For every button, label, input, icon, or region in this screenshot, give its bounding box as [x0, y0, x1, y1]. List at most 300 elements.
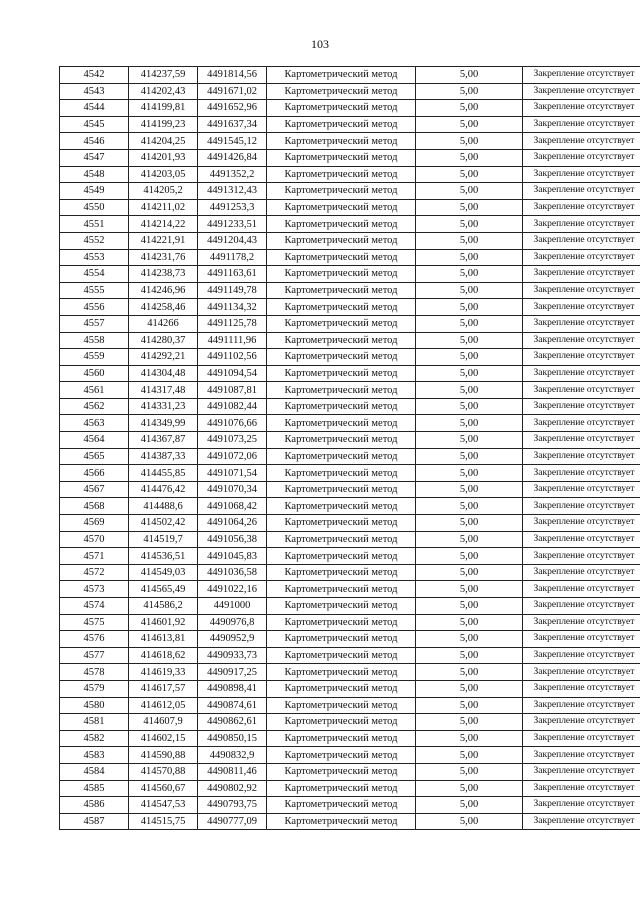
accuracy-cell: 5,00 — [416, 282, 523, 299]
coordinates-table-body — [60, 67, 640, 830]
point-number-cell: 4563 — [60, 415, 129, 432]
fixation-cell: Закрепление отсутствует — [523, 116, 640, 133]
y-coordinate-cell: 4491637,34 — [198, 116, 267, 133]
fixation-cell: Закрепление отсутствует — [523, 664, 640, 681]
accuracy-cell: 5,00 — [416, 564, 523, 581]
accuracy-cell: 5,00 — [416, 515, 523, 532]
table-row — [60, 763, 640, 780]
x-coordinate-cell: 414214,22 — [129, 216, 198, 233]
x-coordinate-cell: 414317,48 — [129, 382, 198, 399]
fixation-cell: Закрепление отсутствует — [523, 614, 640, 631]
fixation-cell: Закрепление отсутствует — [523, 797, 640, 814]
fixation-cell: Закрепление отсутствует — [523, 548, 640, 565]
point-number-cell: 4551 — [60, 216, 129, 233]
point-number-cell: 4557 — [60, 315, 129, 332]
x-coordinate-cell: 414565,49 — [129, 581, 198, 598]
y-coordinate-cell: 4491149,78 — [198, 282, 267, 299]
method-cell: Картометрический метод — [267, 780, 416, 797]
accuracy-cell: 5,00 — [416, 548, 523, 565]
x-coordinate-cell: 414613,81 — [129, 631, 198, 648]
accuracy-cell: 5,00 — [416, 763, 523, 780]
method-cell: Картометрический метод — [267, 647, 416, 664]
x-coordinate-cell: 414601,92 — [129, 614, 198, 631]
point-number-cell: 4552 — [60, 232, 129, 249]
accuracy-cell: 5,00 — [416, 465, 523, 482]
table-row — [60, 349, 640, 366]
point-number-cell: 4558 — [60, 332, 129, 349]
accuracy-cell: 5,00 — [416, 332, 523, 349]
point-number-cell: 4576 — [60, 631, 129, 648]
table-row — [60, 515, 640, 532]
y-coordinate-cell: 4490802,92 — [198, 780, 267, 797]
point-number-cell: 4549 — [60, 183, 129, 200]
x-coordinate-cell: 414292,21 — [129, 349, 198, 366]
x-coordinate-cell: 414488,6 — [129, 498, 198, 515]
x-coordinate-cell: 414619,33 — [129, 664, 198, 681]
fixation-cell: Закрепление отсутствует — [523, 398, 640, 415]
x-coordinate-cell: 414367,87 — [129, 432, 198, 449]
y-coordinate-cell: 4491111,96 — [198, 332, 267, 349]
method-cell: Картометрический метод — [267, 581, 416, 598]
y-coordinate-cell: 4491134,32 — [198, 299, 267, 316]
x-coordinate-cell: 414549,03 — [129, 564, 198, 581]
x-coordinate-cell: 414618,62 — [129, 647, 198, 664]
point-number-cell: 4555 — [60, 282, 129, 299]
fixation-cell: Закрепление отсутствует — [523, 763, 640, 780]
accuracy-cell: 5,00 — [416, 183, 523, 200]
y-coordinate-cell: 4491102,56 — [198, 349, 267, 366]
method-cell: Картометрический метод — [267, 465, 416, 482]
method-cell: Картометрический метод — [267, 481, 416, 498]
x-coordinate-cell: 414237,59 — [129, 67, 198, 84]
x-coordinate-cell: 414349,99 — [129, 415, 198, 432]
point-number-cell: 4545 — [60, 116, 129, 133]
table-row — [60, 714, 640, 731]
accuracy-cell: 5,00 — [416, 133, 523, 150]
y-coordinate-cell: 4491352,2 — [198, 166, 267, 183]
y-coordinate-cell: 4491056,38 — [198, 531, 267, 548]
fixation-cell: Закрепление отсутствует — [523, 365, 640, 382]
table-row — [60, 216, 640, 233]
y-coordinate-cell: 4491426,84 — [198, 149, 267, 166]
fixation-cell: Закрепление отсутствует — [523, 647, 640, 664]
accuracy-cell: 5,00 — [416, 315, 523, 332]
fixation-cell: Закрепление отсутствует — [523, 813, 640, 830]
point-number-cell: 4565 — [60, 448, 129, 465]
y-coordinate-cell: 4490874,61 — [198, 697, 267, 714]
fixation-cell: Закрепление отсутствует — [523, 415, 640, 432]
y-coordinate-cell: 4491094,54 — [198, 365, 267, 382]
y-coordinate-cell: 4491071,54 — [198, 465, 267, 482]
fixation-cell: Закрепление отсутствует — [523, 67, 640, 84]
point-number-cell: 4550 — [60, 199, 129, 216]
table-row — [60, 415, 640, 432]
y-coordinate-cell: 4491233,51 — [198, 216, 267, 233]
x-coordinate-cell: 414199,81 — [129, 100, 198, 117]
fixation-cell: Закрепление отсутствует — [523, 282, 640, 299]
x-coordinate-cell: 414199,23 — [129, 116, 198, 133]
table-row — [60, 614, 640, 631]
fixation-cell: Закрепление отсутствует — [523, 133, 640, 150]
y-coordinate-cell: 4491671,02 — [198, 83, 267, 100]
y-coordinate-cell: 4491000 — [198, 598, 267, 615]
accuracy-cell: 5,00 — [416, 797, 523, 814]
fixation-cell: Закрепление отсутствует — [523, 166, 640, 183]
fixation-cell: Закрепление отсутствует — [523, 498, 640, 515]
method-cell: Картометрический метод — [267, 282, 416, 299]
x-coordinate-cell: 414231,76 — [129, 249, 198, 266]
table-row — [60, 432, 640, 449]
accuracy-cell: 5,00 — [416, 647, 523, 664]
table-row — [60, 133, 640, 150]
y-coordinate-cell: 4491814,56 — [198, 67, 267, 84]
x-coordinate-cell: 414455,85 — [129, 465, 198, 482]
y-coordinate-cell: 4491545,12 — [198, 133, 267, 150]
x-coordinate-cell: 414536,51 — [129, 548, 198, 565]
method-cell: Картометрический метод — [267, 299, 416, 316]
y-coordinate-cell: 4490862,61 — [198, 714, 267, 731]
accuracy-cell: 5,00 — [416, 481, 523, 498]
method-cell: Картометрический метод — [267, 432, 416, 449]
fixation-cell: Закрепление отсутствует — [523, 332, 640, 349]
y-coordinate-cell: 4490933,73 — [198, 647, 267, 664]
table-row — [60, 581, 640, 598]
table-row — [60, 631, 640, 648]
table-row — [60, 67, 640, 84]
point-number-cell: 4582 — [60, 730, 129, 747]
method-cell: Картометрический метод — [267, 116, 416, 133]
fixation-cell: Закрепление отсутствует — [523, 232, 640, 249]
x-coordinate-cell: 414331,23 — [129, 398, 198, 415]
method-cell: Картометрический метод — [267, 133, 416, 150]
point-number-cell: 4543 — [60, 83, 129, 100]
x-coordinate-cell: 414202,43 — [129, 83, 198, 100]
fixation-cell: Закрепление отсутствует — [523, 631, 640, 648]
table-row — [60, 564, 640, 581]
y-coordinate-cell: 4490811,46 — [198, 763, 267, 780]
y-coordinate-cell: 4490976,8 — [198, 614, 267, 631]
table-row — [60, 747, 640, 764]
y-coordinate-cell: 4491064,26 — [198, 515, 267, 532]
method-cell: Картометрический метод — [267, 100, 416, 117]
x-coordinate-cell: 414246,96 — [129, 282, 198, 299]
accuracy-cell: 5,00 — [416, 266, 523, 283]
point-number-cell: 4570 — [60, 531, 129, 548]
y-coordinate-cell: 4490917,25 — [198, 664, 267, 681]
y-coordinate-cell: 4491253,3 — [198, 199, 267, 216]
x-coordinate-cell: 414204,25 — [129, 133, 198, 150]
coordinates-table — [59, 66, 640, 830]
point-number-cell: 4564 — [60, 432, 129, 449]
point-number-cell: 4579 — [60, 680, 129, 697]
point-number-cell: 4572 — [60, 564, 129, 581]
y-coordinate-cell: 4490898,41 — [198, 680, 267, 697]
method-cell: Картометрический метод — [267, 382, 416, 399]
x-coordinate-cell: 414203,05 — [129, 166, 198, 183]
table-row — [60, 780, 640, 797]
accuracy-cell: 5,00 — [416, 116, 523, 133]
method-cell: Картометрический метод — [267, 332, 416, 349]
fixation-cell: Закрепление отсутствует — [523, 266, 640, 283]
table-row — [60, 266, 640, 283]
method-cell: Картометрический метод — [267, 83, 416, 100]
point-number-cell: 4578 — [60, 664, 129, 681]
table-row — [60, 697, 640, 714]
point-number-cell: 4580 — [60, 697, 129, 714]
point-number-cell: 4585 — [60, 780, 129, 797]
table-row — [60, 282, 640, 299]
page-number: 103 — [311, 37, 329, 51]
fixation-cell: Закрепление отсутствует — [523, 730, 640, 747]
table-row — [60, 315, 640, 332]
fixation-cell: Закрепление отсутствует — [523, 697, 640, 714]
fixation-cell: Закрепление отсутствует — [523, 465, 640, 482]
table-row — [60, 730, 640, 747]
accuracy-cell: 5,00 — [416, 448, 523, 465]
x-coordinate-cell: 414607,9 — [129, 714, 198, 731]
x-coordinate-cell: 414205,2 — [129, 183, 198, 200]
table-row — [60, 465, 640, 482]
x-coordinate-cell: 414547,53 — [129, 797, 198, 814]
method-cell: Картометрический метод — [267, 232, 416, 249]
accuracy-cell: 5,00 — [416, 299, 523, 316]
table-row — [60, 498, 640, 515]
accuracy-cell: 5,00 — [416, 631, 523, 648]
y-coordinate-cell: 4491312,43 — [198, 183, 267, 200]
fixation-cell: Закрепление отсутствует — [523, 581, 640, 598]
table-row — [60, 299, 640, 316]
point-number-cell: 4560 — [60, 365, 129, 382]
fixation-cell: Закрепление отсутствует — [523, 382, 640, 399]
fixation-cell: Закрепление отсутствует — [523, 149, 640, 166]
table-row — [60, 249, 640, 266]
y-coordinate-cell: 4491082,44 — [198, 398, 267, 415]
y-coordinate-cell: 4490850,15 — [198, 730, 267, 747]
accuracy-cell: 5,00 — [416, 664, 523, 681]
fixation-cell: Закрепление отсутствует — [523, 183, 640, 200]
point-number-cell: 4584 — [60, 763, 129, 780]
table-row — [60, 382, 640, 399]
accuracy-cell: 5,00 — [416, 614, 523, 631]
y-coordinate-cell: 4491652,96 — [198, 100, 267, 117]
fixation-cell: Закрепление отсутствует — [523, 349, 640, 366]
x-coordinate-cell: 414586,2 — [129, 598, 198, 615]
y-coordinate-cell: 4491036,58 — [198, 564, 267, 581]
method-cell: Картометрический метод — [267, 266, 416, 283]
accuracy-cell: 5,00 — [416, 365, 523, 382]
method-cell: Картометрический метод — [267, 216, 416, 233]
accuracy-cell: 5,00 — [416, 415, 523, 432]
accuracy-cell: 5,00 — [416, 581, 523, 598]
point-number-cell: 4554 — [60, 266, 129, 283]
y-coordinate-cell: 4490952,9 — [198, 631, 267, 648]
x-coordinate-cell: 414612,05 — [129, 697, 198, 714]
x-coordinate-cell: 414280,37 — [129, 332, 198, 349]
y-coordinate-cell: 4491076,66 — [198, 415, 267, 432]
point-number-cell: 4566 — [60, 465, 129, 482]
method-cell: Картометрический метод — [267, 166, 416, 183]
method-cell: Картометрический метод — [267, 697, 416, 714]
point-number-cell: 4553 — [60, 249, 129, 266]
point-number-cell: 4577 — [60, 647, 129, 664]
method-cell: Картометрический метод — [267, 598, 416, 615]
point-number-cell: 4544 — [60, 100, 129, 117]
fixation-cell: Закрепление отсутствует — [523, 432, 640, 449]
fixation-cell: Закрепление отсутствует — [523, 315, 640, 332]
x-coordinate-cell: 414201,93 — [129, 149, 198, 166]
method-cell: Картометрический метод — [267, 498, 416, 515]
method-cell: Картометрический метод — [267, 564, 416, 581]
method-cell: Картометрический метод — [267, 747, 416, 764]
point-number-cell: 4574 — [60, 598, 129, 615]
accuracy-cell: 5,00 — [416, 432, 523, 449]
x-coordinate-cell: 414387,33 — [129, 448, 198, 465]
x-coordinate-cell: 414258,46 — [129, 299, 198, 316]
accuracy-cell: 5,00 — [416, 498, 523, 515]
accuracy-cell: 5,00 — [416, 730, 523, 747]
method-cell: Картометрический метод — [267, 67, 416, 84]
table-row — [60, 680, 640, 697]
point-number-cell: 4568 — [60, 498, 129, 515]
accuracy-cell: 5,00 — [416, 216, 523, 233]
table-row — [60, 398, 640, 415]
y-coordinate-cell: 4490832,9 — [198, 747, 267, 764]
fixation-cell: Закрепление отсутствует — [523, 714, 640, 731]
point-number-cell: 4548 — [60, 166, 129, 183]
point-number-cell: 4573 — [60, 581, 129, 598]
x-coordinate-cell: 414304,48 — [129, 365, 198, 382]
x-coordinate-cell: 414476,42 — [129, 481, 198, 498]
table-row — [60, 83, 640, 100]
y-coordinate-cell: 4491178,2 — [198, 249, 267, 266]
x-coordinate-cell: 414221,91 — [129, 232, 198, 249]
point-number-cell: 4561 — [60, 382, 129, 399]
fixation-cell: Закрепление отсутствует — [523, 515, 640, 532]
point-number-cell: 4581 — [60, 714, 129, 731]
table-row — [60, 531, 640, 548]
table-row — [60, 116, 640, 133]
method-cell: Картометрический метод — [267, 249, 416, 266]
fixation-cell: Закрепление отсутствует — [523, 780, 640, 797]
accuracy-cell: 5,00 — [416, 100, 523, 117]
y-coordinate-cell: 4491022,16 — [198, 581, 267, 598]
fixation-cell: Закрепление отсутствует — [523, 100, 640, 117]
accuracy-cell: 5,00 — [416, 83, 523, 100]
method-cell: Картометрический метод — [267, 149, 416, 166]
method-cell: Картометрический метод — [267, 730, 416, 747]
accuracy-cell: 5,00 — [416, 398, 523, 415]
accuracy-cell: 5,00 — [416, 67, 523, 84]
fixation-cell: Закрепление отсутствует — [523, 249, 640, 266]
point-number-cell: 4575 — [60, 614, 129, 631]
table-row — [60, 448, 640, 465]
point-number-cell: 4542 — [60, 67, 129, 84]
x-coordinate-cell: 414590,88 — [129, 747, 198, 764]
table-row — [60, 149, 640, 166]
accuracy-cell: 5,00 — [416, 249, 523, 266]
x-coordinate-cell: 414560,67 — [129, 780, 198, 797]
method-cell: Картометрический метод — [267, 315, 416, 332]
accuracy-cell: 5,00 — [416, 747, 523, 764]
fixation-cell: Закрепление отсутствует — [523, 481, 640, 498]
point-number-cell: 4569 — [60, 515, 129, 532]
accuracy-cell: 5,00 — [416, 149, 523, 166]
y-coordinate-cell: 4491073,25 — [198, 432, 267, 449]
accuracy-cell: 5,00 — [416, 382, 523, 399]
point-number-cell: 4562 — [60, 398, 129, 415]
table-row — [60, 365, 640, 382]
y-coordinate-cell: 4491204,43 — [198, 232, 267, 249]
table-row — [60, 199, 640, 216]
method-cell: Картометрический метод — [267, 680, 416, 697]
point-number-cell: 4571 — [60, 548, 129, 565]
method-cell: Картометрический метод — [267, 365, 416, 382]
y-coordinate-cell: 4491125,78 — [198, 315, 267, 332]
y-coordinate-cell: 4491072,06 — [198, 448, 267, 465]
x-coordinate-cell: 414502,42 — [129, 515, 198, 532]
y-coordinate-cell: 4491070,34 — [198, 481, 267, 498]
table-row — [60, 797, 640, 814]
x-coordinate-cell: 414211,02 — [129, 199, 198, 216]
table-row — [60, 232, 640, 249]
x-coordinate-cell: 414515,75 — [129, 813, 198, 830]
table-row — [60, 598, 640, 615]
method-cell: Картометрический метод — [267, 415, 416, 432]
y-coordinate-cell: 4491087,81 — [198, 382, 267, 399]
x-coordinate-cell: 414570,88 — [129, 763, 198, 780]
fixation-cell: Закрепление отсутствует — [523, 531, 640, 548]
table-row — [60, 166, 640, 183]
point-number-cell: 4547 — [60, 149, 129, 166]
x-coordinate-cell: 414519,7 — [129, 531, 198, 548]
y-coordinate-cell: 4490793,75 — [198, 797, 267, 814]
accuracy-cell: 5,00 — [416, 780, 523, 797]
method-cell: Картометрический метод — [267, 714, 416, 731]
fixation-cell: Закрепление отсутствует — [523, 598, 640, 615]
table-row — [60, 183, 640, 200]
x-coordinate-cell: 414617,57 — [129, 680, 198, 697]
fixation-cell: Закрепление отсутствует — [523, 448, 640, 465]
point-number-cell: 4583 — [60, 747, 129, 764]
point-number-cell: 4556 — [60, 299, 129, 316]
method-cell: Картометрический метод — [267, 515, 416, 532]
y-coordinate-cell: 4491163,61 — [198, 266, 267, 283]
table-row — [60, 548, 640, 565]
table-row — [60, 813, 640, 830]
accuracy-cell: 5,00 — [416, 531, 523, 548]
point-number-cell: 4567 — [60, 481, 129, 498]
method-cell: Картометрический метод — [267, 531, 416, 548]
x-coordinate-cell: 414266 — [129, 315, 198, 332]
accuracy-cell: 5,00 — [416, 598, 523, 615]
accuracy-cell: 5,00 — [416, 232, 523, 249]
accuracy-cell: 5,00 — [416, 813, 523, 830]
accuracy-cell: 5,00 — [416, 697, 523, 714]
table-row — [60, 100, 640, 117]
fixation-cell: Закрепление отсутствует — [523, 299, 640, 316]
fixation-cell: Закрепление отсутствует — [523, 216, 640, 233]
fixation-cell: Закрепление отсутствует — [523, 564, 640, 581]
accuracy-cell: 5,00 — [416, 199, 523, 216]
point-number-cell: 4559 — [60, 349, 129, 366]
table-row — [60, 664, 640, 681]
table-row — [60, 332, 640, 349]
method-cell: Картометрический метод — [267, 398, 416, 415]
accuracy-cell: 5,00 — [416, 714, 523, 731]
method-cell: Картометрический метод — [267, 548, 416, 565]
method-cell: Картометрический метод — [267, 349, 416, 366]
point-number-cell: 4587 — [60, 813, 129, 830]
